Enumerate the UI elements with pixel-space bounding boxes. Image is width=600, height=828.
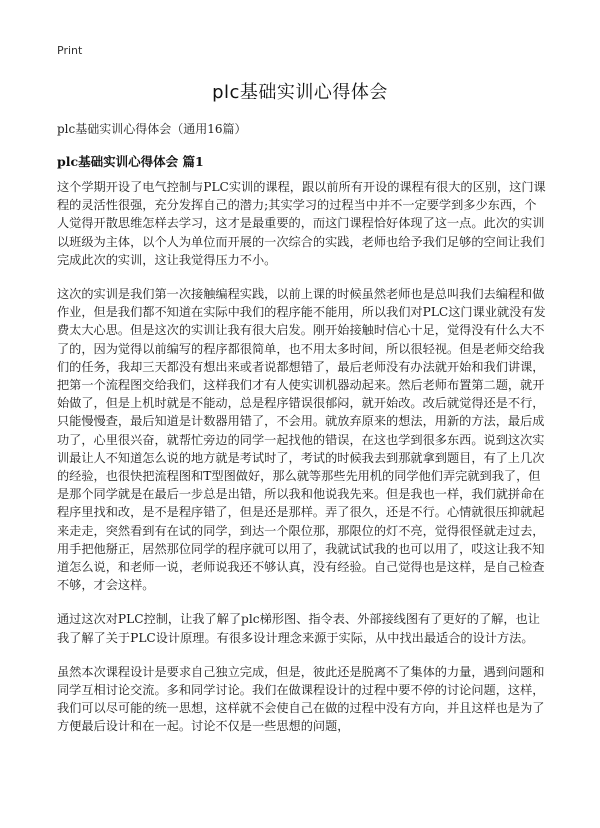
section-heading: plc基础实训心得体会 篇1: [57, 154, 204, 169]
document-subtitle: plc基础实训心得体会（通用16篇）: [57, 122, 247, 136]
paragraph-2: 这次的实训是我们第一次接触编程实践，以前上课的时候虽然老师也是总叫我们去编程和做作业，但是我们都不知道在实际中我们的程序能不能用，所以我们对PLC这门课业就没有发费太大心思。但是这次的实训让我有很大启发。刚开始接触时信心十足，觉得没有什么大不了的，因为觉得以前编写的程序都很简单，也不用太多时间，所以很轻视。但是老师交给我们的任务，我却三天都没有想出来或者说都想错了，最后老师没有办法就开始和我们讲课，把第一个流程图交给我们，这样我们才有人使实训机器动起来。然后老师布置第二题，就开始做了，但是上机时就是不能动，总是程序错误很郁闷，就开始改。改后就觉得还是不行，只能慢慢查，最后知道是计数器用错了，不会用。就放弃原来的想法，用新的方法，最后成功了，心里很兴奋，就帮忙旁边的同学一起找他的错误，在这也学到很多东西。说到这次实训最让人不知道怎么说的地方就是考试时了，考试的时候我去到那就拿到题目，有了上几次的经验，也很快把流程图和T型图做好，那么就等那些先用机的同学他们弄完就到我了，但是那个同学就是在最后一步总是出错，所以我和他说我先来。但是我也一样，我们就拼命在程序里找和改，是不是程序错了，但是还是那样。弄了很久，还是不行。心情就很压抑就起来走走，突然看到有在试的同学，到达一个限位那，那限位的灯不亮，觉得很怪就走过去，用手把他掰正，居然那位同学的程序就可以用了，我就试试我的也可以用了，哎这让我不知道怎么说，和老师一说，老师说我还不够认真，没有经验。自己觉得也是这样，是自己检查不够，才会这样。: [57, 287, 546, 593]
paragraph-3: 通过这次对PLC控制，让我了解了plc梯形图、指令表、外部接线图有了更好的了解，也让我了解了关于PLC设计原理。有很多设计理念来源于实际，从中找出最适合的设计方法。: [57, 612, 540, 645]
print-label: Print: [57, 44, 83, 57]
paragraph-1: 这个学期开设了电气控制与PLC实训的课程，跟以前所有开设的课程有很大的区别，这门课程的灵活性很强，充分发挥自己的潜力;其实学习的过程当中并不一定要学到多少东西，个人觉得开散思维怎样去学习，这才是最重要的，而这门课程恰好体现了这一点。此次的实训以班级为主体，以个人为单位而开展的一次综合的实践，老师也给予我们足够的空间让我们完成此次的实训，这让我觉得压力不小。: [57, 180, 546, 267]
document-body: [57, 178, 547, 752]
document-title: plc基础实训心得体会: [212, 82, 388, 103]
paragraph-4: 虽然本次课程设计是要求自己独立完成，但是，彼此还是脱离不了集体的力量，遇到问题和同学互相讨论交流。多和同学讨论。我们在做课程设计的过程中要不停的讨论问题，这样，我们可以尽可能的统一思想，这样就不会使自己在做的过程中没有方向，并且这样也是为了方便最后设计和在一起。讨论不仅是一些思想的问题，: [57, 664, 545, 734]
